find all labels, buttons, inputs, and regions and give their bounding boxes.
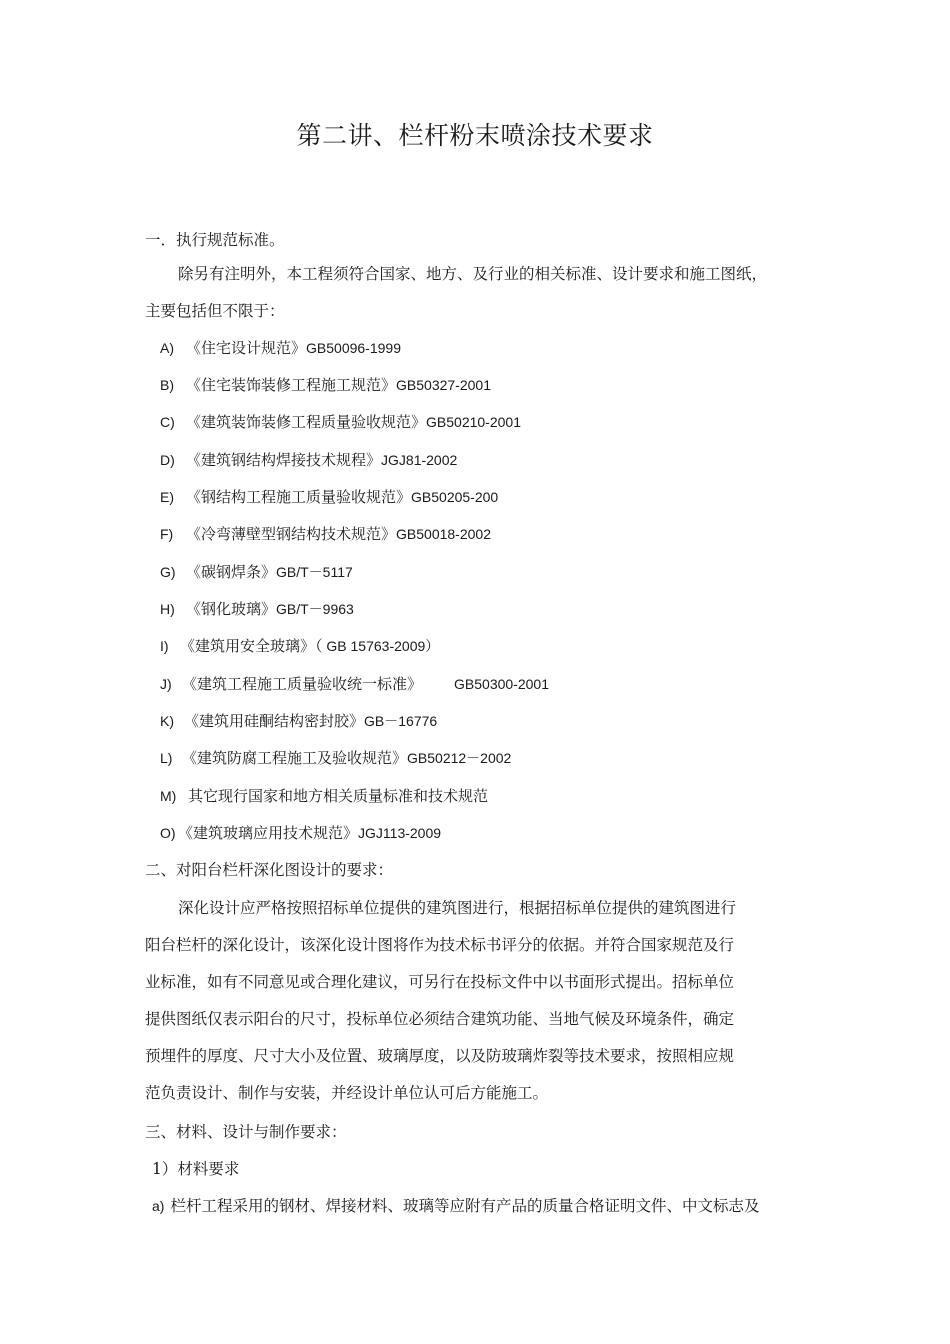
standard-item [160,747,511,768]
item-title: 《建筑用硅酮结构密封胶》 [184,712,365,730]
sub-a-text: 栏杆工程采用的钢材、焊接材料、玻璃等应附有产品的质量合格证明文件、中文标志及 [170,1197,760,1215]
standard-item [160,673,549,694]
item-marker: M) [160,788,177,804]
standard-item [160,337,401,358]
item-code: GB 15763-2009） [322,638,440,654]
section-2-line-2: 阳台栏杆的深化设计，该深化设计图将作为技术标书评分的依据。并符合国家规范及行 [145,936,735,954]
section-1-intro-line-2: 主要包括但不限于： [145,302,285,320]
item-title: 《建筑装饰装修工程质量验收规范》 [186,413,427,431]
item-code: GB50096-1999 [306,340,401,356]
item-title: 《建筑防腐工程施工及验收规范》 [182,749,408,767]
item-marker: H) [160,601,175,617]
item-marker: E) [160,489,174,505]
section-3-sub-1: 1）材料要求 [152,1160,240,1178]
section-2-line-1: 深化设计应严格按照招标单位提供的建筑图进行，根据招标单位提供的建筑图进行 [178,899,737,917]
item-marker: K) [160,713,174,729]
section-3-heading: 三、材料、设计与制作要求： [145,1123,347,1141]
section-3-sub-a [152,1194,759,1216]
item-marker: G) [160,564,176,580]
item-code: GB50300-2001 [454,676,549,692]
item-marker: L) [160,750,173,766]
item-code: GB－16776 [364,713,438,729]
item-code: GB50018-2002 [396,526,491,542]
item-title: 《建筑玻璃应用技术规范》 [178,824,359,842]
item-title: 《建筑用安全玻璃》（ [180,637,323,655]
item-marker: I) [160,638,169,654]
item-title: 《钢化玻璃》 [186,600,277,618]
section-2-line-3: 业标准，如有不同意见或合理化建议，可另行在投标文件中以书面形式提出。招标单位 [145,973,735,991]
item-marker: B) [160,377,174,393]
standard-item [160,710,437,731]
standard-item [160,486,498,507]
item-code: GB50205-200 [411,489,499,505]
standard-item [160,635,439,656]
standard-item [160,822,441,843]
item-marker: C) [160,414,175,430]
item-title: 《钢结构工程施工质量验收规范》 [186,488,412,506]
section-1-intro-line-1: 除另有注明外，本工程须符合国家、地方、及行业的相关标准、设计要求和施工图纸， [178,265,768,283]
item-title: 《冷弯薄壁型钢结构技术规范》 [186,525,397,543]
item-code: JGJ81-2002 [381,452,458,468]
item-marker: J) [160,676,172,692]
section-2-line-4: 提供图纸仅表示阳台的尺寸，投标单位必须结合建筑功能、当地气候及环境条件，确定 [145,1010,735,1028]
item-code: GB/T－9963 [276,601,354,617]
section-2-line-6: 范负责设计、制作与安装，并经设计单位认可后方能施工。 [145,1084,549,1102]
item-title: 《建筑钢结构焊接技术规程》 [186,451,382,469]
standard-item [160,598,354,619]
item-code: GB50327-2001 [396,377,491,393]
section-2-line-5: 预埋件的厚度、尺寸大小及位置、玻璃厚度，以及防玻璃炸裂等技术要求，按照相应规 [145,1047,735,1065]
standard-item [160,411,521,432]
standard-item [160,523,491,544]
section-2-heading: 二、对阳台栏杆深化图设计的要求： [145,861,394,879]
item-title: 《住宅装饰装修工程施工规范》 [186,376,397,394]
item-title: 《住宅设计规范》 [186,339,307,357]
item-title: 其它现行国家和地方相关质量标准和技术规范 [188,787,489,805]
item-code: GB/T－5117 [276,564,353,580]
standard-item [160,449,457,470]
item-code: JGJ113-2009 [358,825,442,841]
item-title: 《建筑工程施工质量验收统一标准》 [182,675,423,693]
standard-item [160,561,353,582]
item-marker: A) [160,340,174,356]
page-title: 第二讲、栏杆粉末喷涂技术要求 [296,121,654,150]
item-title: 《碳钢焊条》 [186,563,277,581]
section-1-heading: 一．执行规范标准。 [145,231,285,249]
standard-item [160,785,488,806]
item-marker: F) [160,526,174,542]
standard-item [160,374,491,395]
item-marker: D) [160,452,175,468]
item-marker: O) [160,825,176,841]
item-code: GB50210-2001 [426,414,521,430]
item-code: GB50212－2002 [407,750,512,766]
sub-a-marker: a) [152,1198,165,1214]
